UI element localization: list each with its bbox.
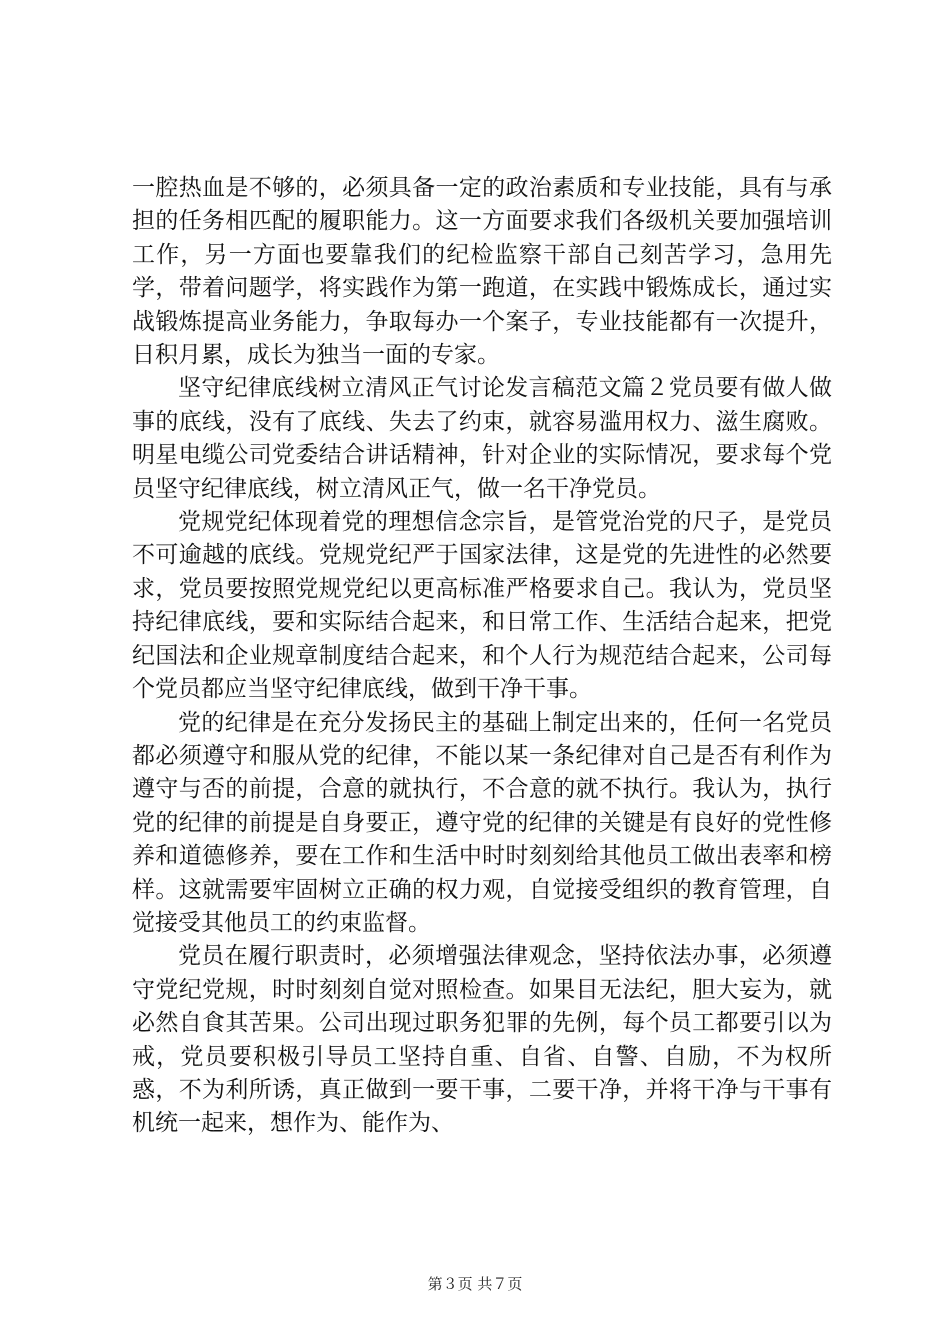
paragraph: 党规党纪体现着党的理想信念宗旨，是管党治党的尺子，是党员不可逾越的底线。党规党纪严于国家法律，这是党的先进性的必然要求，党员要按照党规党纪以更高标准严格要求自己。我认为，党员坚持纪律底线，要和实际结合起来，和日常工作、生活结合起来，把党纪国法和企业规章制度结合起来，和个人行为规范结合起来，公司每个党员都应当坚守纪律底线，做到干净干事。	[132, 509, 832, 703]
document-body	[132, 172, 832, 1141]
paragraph: 党员在履行职责时，必须增强法律观念，坚持依法办事，必须遵守党纪党规，时时刻刻自觉对照检查。如果目无法纪，胆大妄为，就必然自食其苦果。公司出现过职务犯罪的先例，每个员工都要引以为戒，党员要积极引导员工坚持自重、自省、自警、自励，不为权所惑，不为利所诱，真正做到一要干事，二要干净，并将干净与干事有机统一起来，想作为、能作为、	[132, 943, 832, 1137]
page-number-footer: 第３页 共７页	[427, 1275, 523, 1293]
paragraph: 坚守纪律底线树立清风正气讨论发言稿范文篇２党员要有做人做事的底线，没有了底线、失去了约束，就容易滥用权力、滋生腐败。明星电缆公司党委结合讲话精神，针对企业的实际情况，要求每个党员坚守纪律底线，树立清风正气，做一名干净党员。	[132, 375, 832, 502]
paragraph: 党的纪律是在充分发扬民主的基础上制定出来的，任何一名党员都必须遵守和服从党的纪律，不能以某一条纪律对自己是否有利作为遵守与否的前提，合意的就执行，不合意的就不执行。我认为，执行党的纪律的前提是自身要正，遵守党的纪律的关键是有良好的党性修养和道德修养，要在工作和生活中时时刻刻给其他员工做出表率和榜样。这就需要牢固树立正确的权力观，自觉接受组织的教育管理，自觉接受其他员工的约束监督。	[132, 709, 832, 936]
paragraph-continuation: 一腔热血是不够的，必须具备一定的政治素质和专业技能，具有与承担的任务相匹配的履职能力。这一方面要求我们各级机关要加强培训工作，另一方面也要靠我们的纪检监察干部自己刻苦学习，急用先学，带着问题学，将实践作为第一跑道，在实践中锻炼成长，通过实战锻炼提高业务能力，争取每办一个案子，专业技能都有一次提升，日积月累，成长为独当一面的专家。	[132, 175, 832, 369]
